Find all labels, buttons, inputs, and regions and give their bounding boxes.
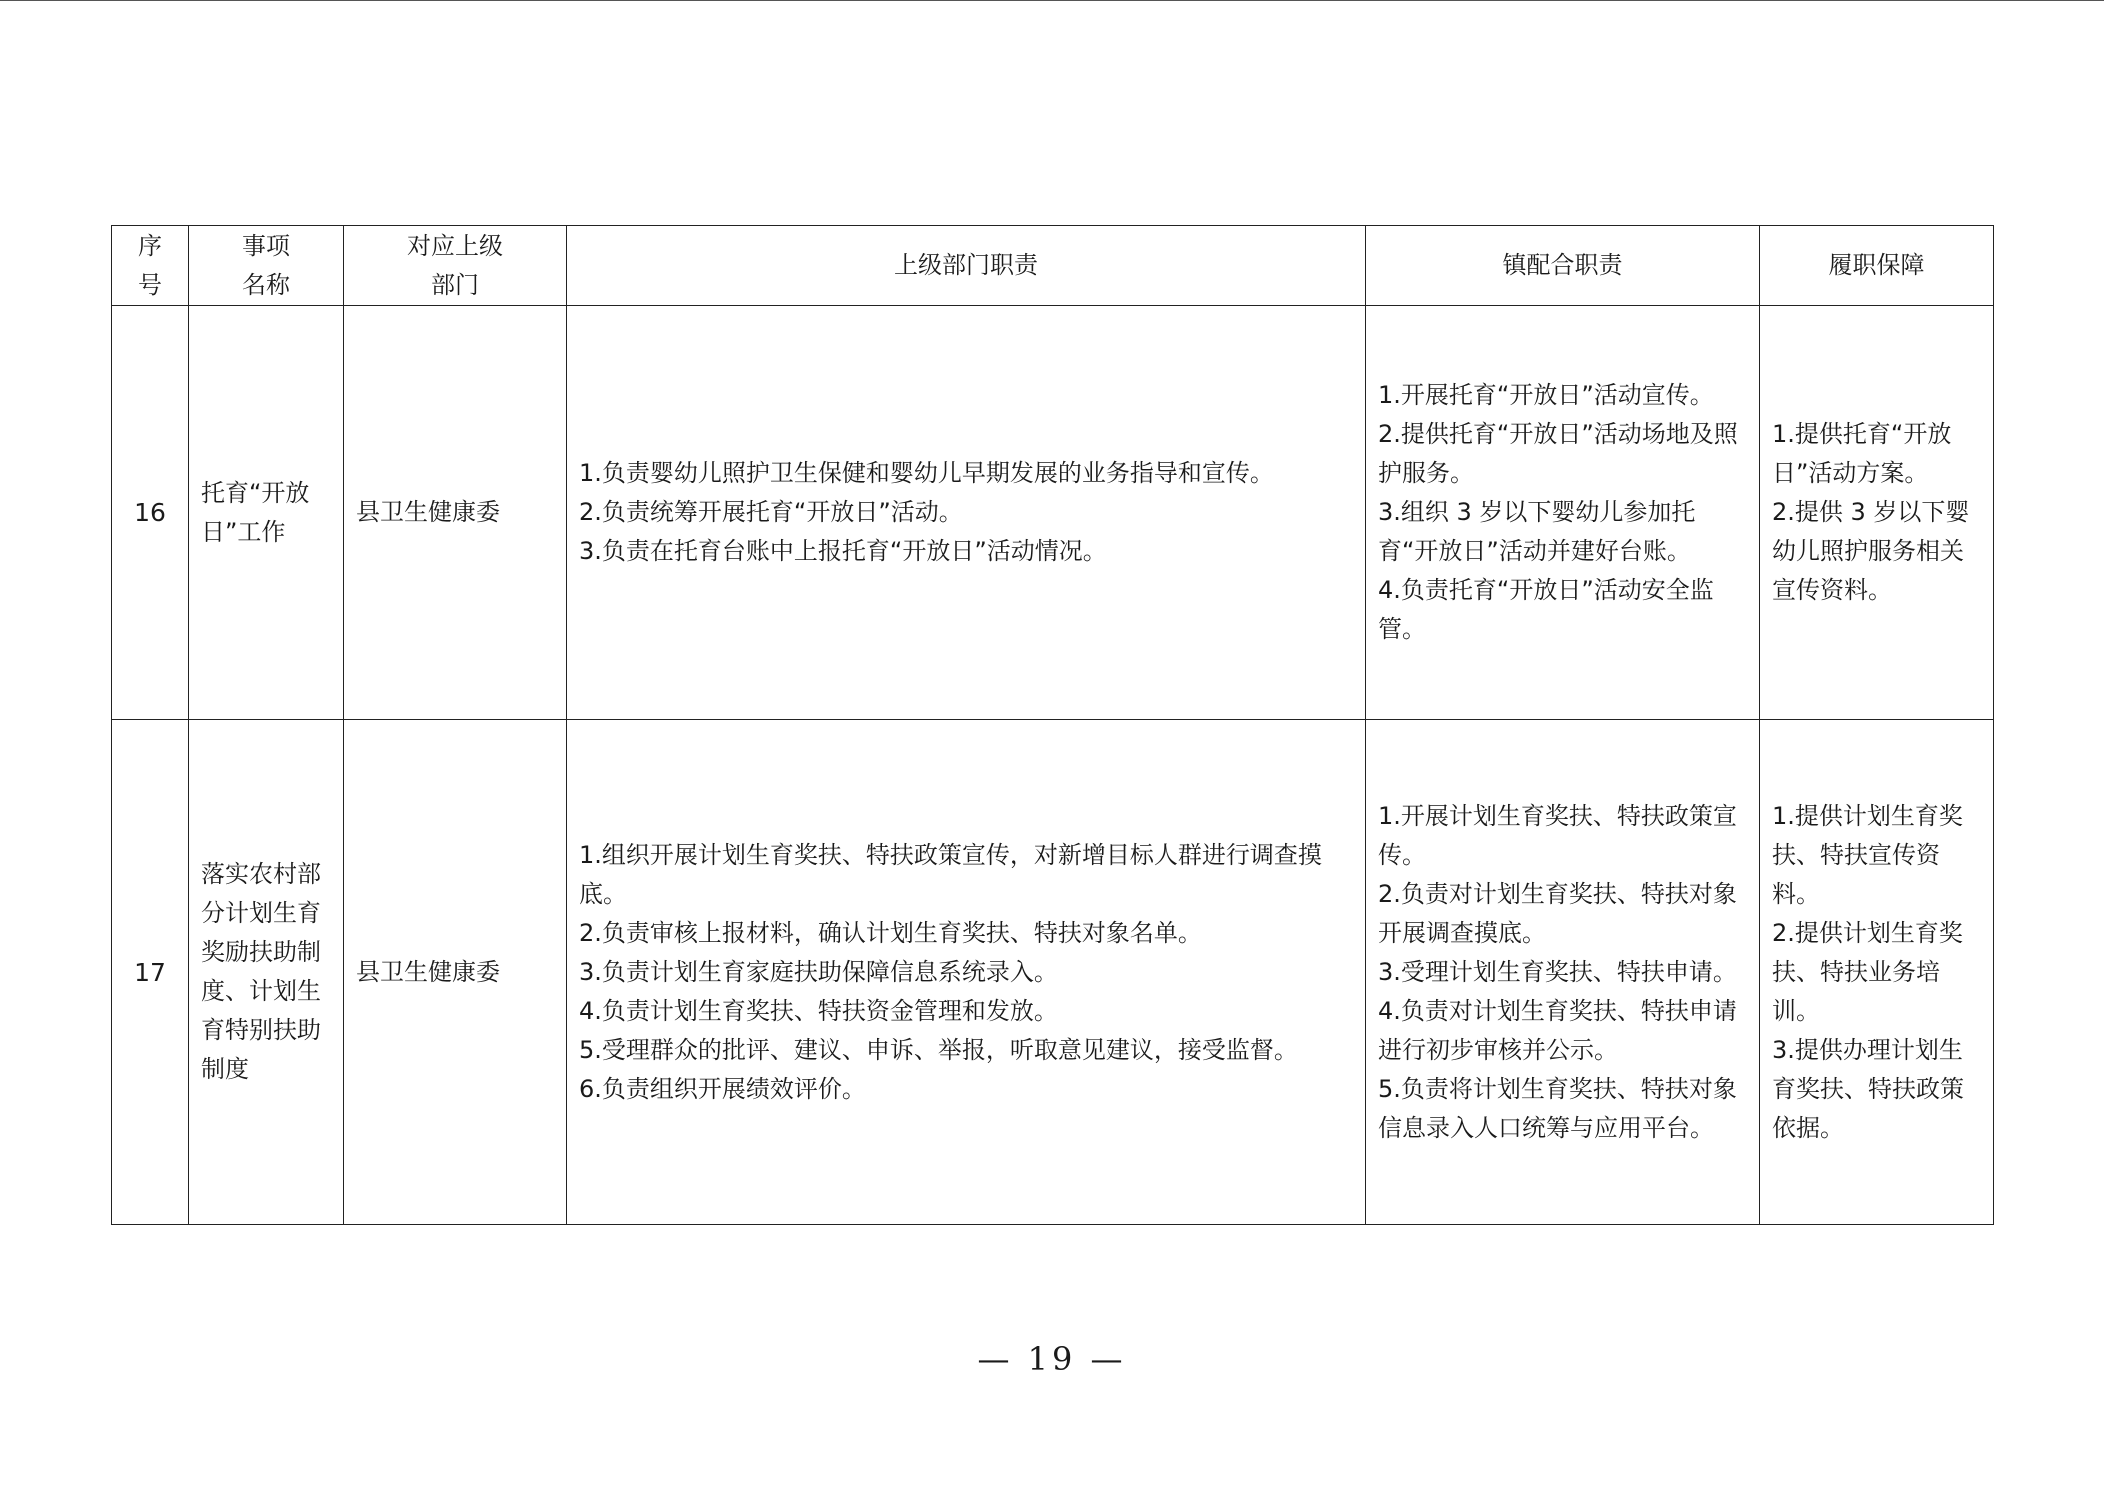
duty-item: 5.负责将计划生育奖扶、特扶对象信息录入人口统筹与应用平台。 — [1378, 1074, 1737, 1142]
duty-item: 1.提供托育“开放日”活动方案。 — [1772, 420, 1952, 487]
header-upper-duties: 上级部门职责 — [567, 226, 1366, 306]
duty-item: 1.开展托育“开放日”活动宣传。 — [1378, 381, 1714, 409]
duty-table — [111, 225, 1994, 1225]
duty-item: 1.开展计划生育奖扶、特扶政策宣传。 — [1378, 801, 1737, 869]
duty-item: 1.组织开展计划生育奖扶、特扶政策宣传，对新增目标人群进行调查摸底。 — [579, 840, 1322, 908]
duty-item: 3.负责计划生育家庭扶助保障信息系统录入。 — [579, 957, 1058, 986]
header-item-name: 事项 名称 — [189, 226, 344, 306]
duty-item: 4.负责对计划生育奖扶、特扶申请进行初步审核并公示。 — [1378, 996, 1737, 1064]
row-upper-duties — [567, 306, 1366, 720]
duty-item: 2.负责对计划生育奖扶、特扶对象开展调查摸底。 — [1378, 879, 1737, 947]
duty-item: 2.提供 3 岁以下婴幼儿照护服务相关宣传资料。 — [1772, 498, 1970, 604]
row-guarantee — [1760, 306, 1994, 720]
row-upper-duties — [567, 720, 1366, 1225]
header-seq: 序 号 — [112, 226, 189, 306]
row-town-duties — [1366, 306, 1760, 720]
duty-item: 3.负责在托育台账中上报托育“开放日”活动情况。 — [579, 537, 1107, 565]
duty-item: 1.负责婴幼儿照护卫生保健和婴幼儿早期发展的业务指导和宣传。 — [579, 459, 1274, 487]
table-header-row — [112, 226, 1994, 306]
row-guarantee — [1760, 720, 1994, 1225]
table-row — [112, 720, 1994, 1225]
row-town-duties — [1366, 720, 1760, 1225]
header-town-duties: 镇配合职责 — [1366, 226, 1760, 306]
header-upper-dept: 对应上级 部门 — [344, 226, 567, 306]
row-item-name: 落实农村部分计划生育奖励扶助制度、计划生育特别扶助制度 — [189, 720, 344, 1225]
duty-item: 4.负责计划生育奖扶、特扶资金管理和发放。 — [579, 996, 1058, 1025]
duty-item: 6.负责组织开展绩效评价。 — [579, 1074, 866, 1103]
row-upper-dept: 县卫生健康委 — [344, 306, 567, 720]
table-row — [112, 306, 1994, 720]
page-number: — 19 — — [977, 1340, 1127, 1378]
row-upper-dept: 县卫生健康委 — [344, 720, 567, 1225]
header-guarantee: 履职保障 — [1760, 226, 1994, 306]
duty-item: 3.提供办理计划生育奖扶、特扶政策依据。 — [1772, 1035, 1964, 1142]
row-seq: 17 — [112, 720, 189, 1225]
duty-item: 5.受理群众的批评、建议、申诉、举报，听取意见建议，接受监督。 — [579, 1035, 1298, 1064]
duty-item: 1.提供计划生育奖扶、特扶宣传资料。 — [1772, 801, 1963, 908]
duty-item: 2.负责审核上报材料，确认计划生育奖扶、特扶对象名单。 — [579, 918, 1202, 947]
duty-item: 3.受理计划生育奖扶、特扶申请。 — [1378, 957, 1737, 986]
page-top-rule — [0, 0, 2104, 1]
duty-item: 2.提供计划生育奖扶、特扶业务培训。 — [1772, 918, 1963, 1025]
duty-item: 3.组织 3 岁以下婴幼儿参加托育“开放日”活动并建好台账。 — [1378, 498, 1696, 565]
row-seq: 16 — [112, 306, 189, 720]
row-item-name: 托育“开放日”工作 — [189, 306, 344, 720]
duty-item: 4.负责托育“开放日”活动安全监管。 — [1378, 576, 1714, 643]
duty-item: 2.负责统筹开展托育“开放日”活动。 — [579, 498, 963, 526]
duty-item: 2.提供托育“开放日”活动场地及照护服务。 — [1378, 420, 1738, 487]
